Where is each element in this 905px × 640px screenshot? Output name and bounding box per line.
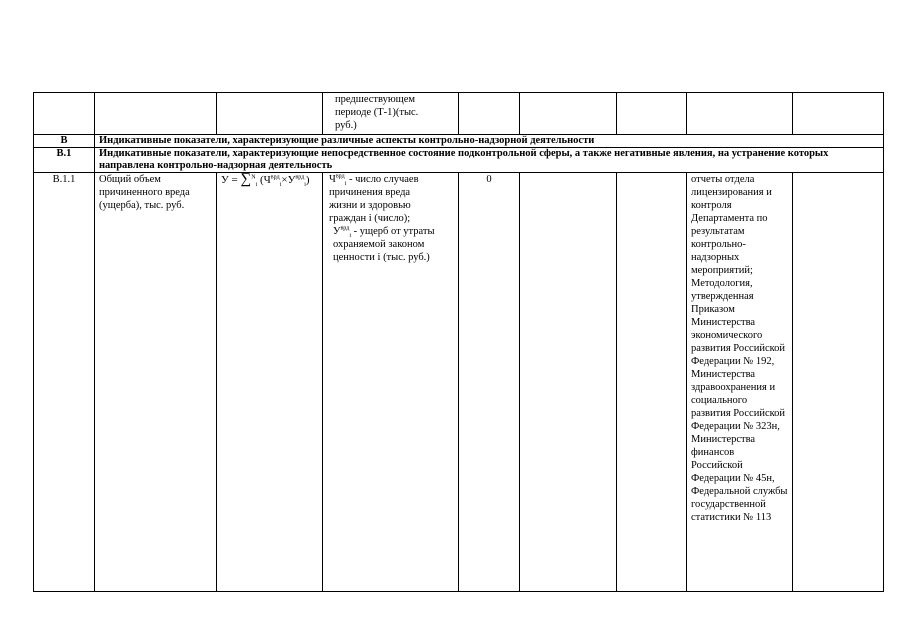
indicator-code: В.1.1 <box>34 173 95 592</box>
section-b1-row <box>34 148 884 173</box>
cell <box>95 93 217 135</box>
section-b-row <box>34 135 884 148</box>
cell <box>217 93 323 135</box>
indicator-row-b11 <box>34 173 884 592</box>
cell <box>617 93 687 135</box>
section-b-code: В <box>34 135 95 148</box>
section-b-title: Индикативные показатели, характеризующие различные аспекты контрольно-надзорной деятельности <box>95 135 884 148</box>
cell <box>459 93 520 135</box>
section-b1-title: Индикативные показатели, характеризующие непосредственное состояние подконтрольной сферы, а также негативные явления, на устранение которых направлена контрольно-надзорная деятельность <box>95 148 884 173</box>
definition-u: $У^{вpд}_i$ - ущерб от утраты охраняемой законом ценности i (тыс. руб.) <box>333 225 435 263</box>
section-b1-code: В.1 <box>34 148 95 173</box>
indicator-formula: У = ∑$^N_i$ $(Ч^{вpд}_i\times У^{вpд}_i)$ <box>217 173 323 592</box>
continuation-row <box>34 93 884 135</box>
cell <box>793 93 884 135</box>
continuation-text: предшествующем периоде (Т-1)(тыс. руб.) <box>323 93 459 135</box>
cell <box>34 93 95 135</box>
indicators-table <box>33 92 884 592</box>
cell <box>617 173 687 592</box>
definition-ch: $Ч^{вpд}_i$ - число случаев причинения вреда жизни и здоровью граждан i (число); <box>329 173 419 224</box>
cell <box>687 93 793 135</box>
indicator-name: Общий объем причиненного вреда (ущерба), тыс. руб. <box>95 173 217 592</box>
indicator-source: отчеты отдела лицензирования и контроля Департамента по результатам контрольно-надзорных мероприятий; Методология, утвержденная Приказом Министерства экономического развития Российской Федерации № 192, Министерства здравоохранения и социального развития Российской Федерации № 323н, Министерства финансов Российской Федерации № 45н, Федеральной службы государственной статистики № 113 <box>687 173 793 592</box>
indicator-value: 0 <box>459 173 520 592</box>
indicator-definition <box>323 173 459 592</box>
cell <box>520 173 617 592</box>
cell <box>793 173 884 592</box>
sum-sign: ∑ <box>240 171 252 187</box>
cell <box>520 93 617 135</box>
